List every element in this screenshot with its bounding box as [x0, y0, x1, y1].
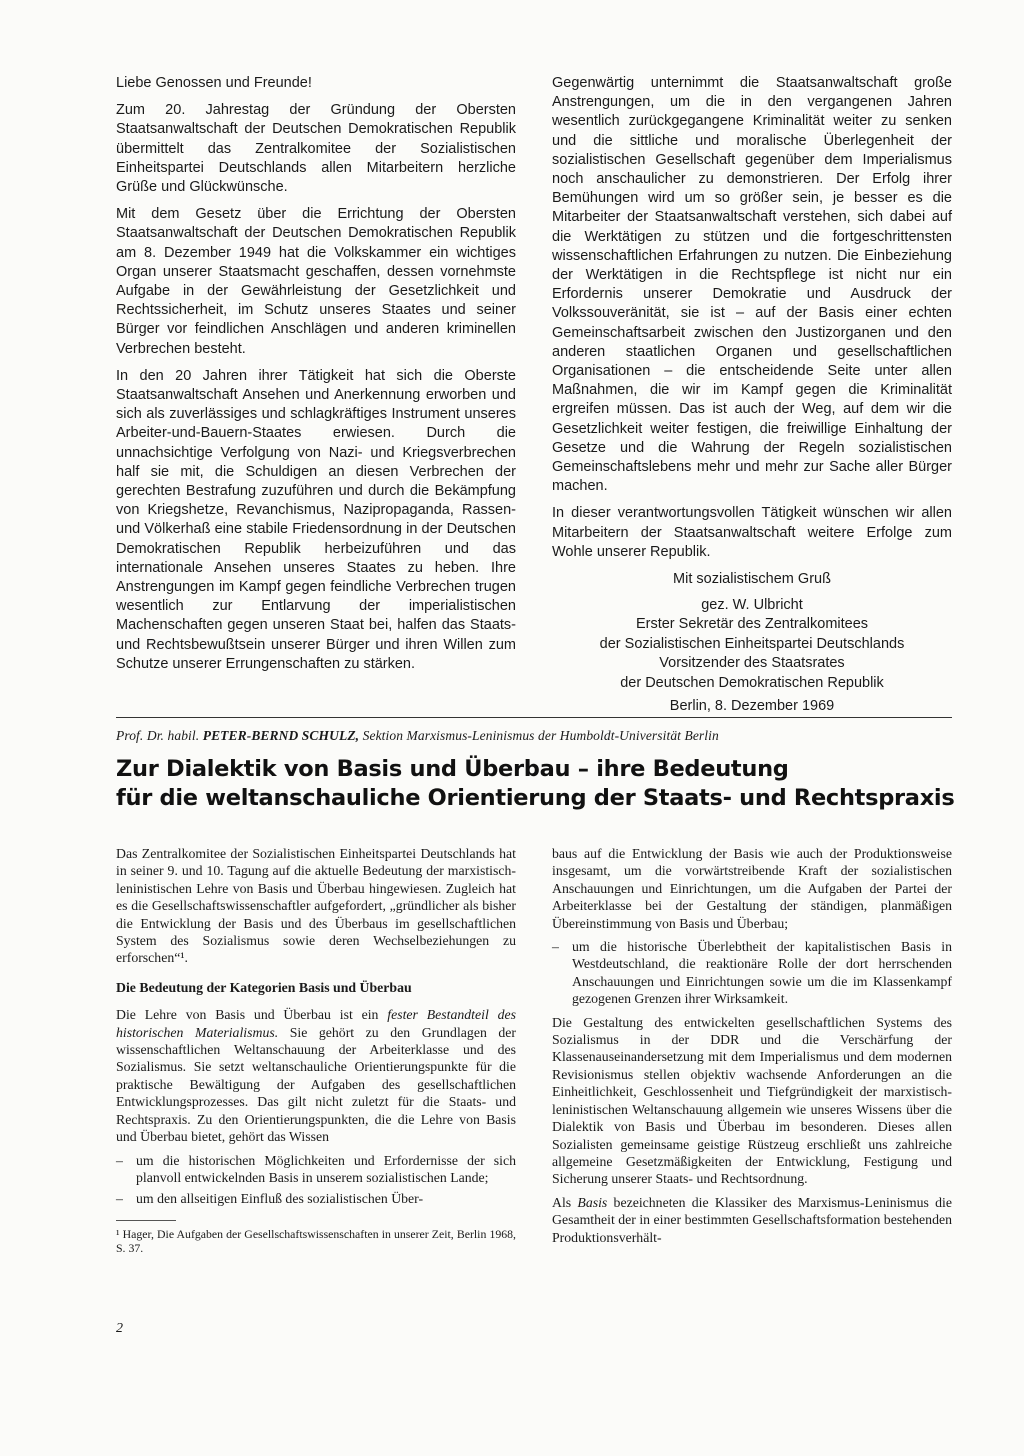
text-run: Die Lehre von Basis und Überbau ist ein	[116, 1007, 388, 1023]
greeting-letter	[116, 74, 952, 717]
text-run: bezeichneten die Klassiker des Marxismus-Leninismus die Gesamtheit der in einer bestimmten Gesellschaftsformation bestehenden Produktionsverhält-	[552, 1194, 952, 1245]
letter-paragraph: In den 20 Jahren ihrer Tätigkeit hat sich die Oberste Staatsanwaltschaft Ansehen und Anerkennung erworben und sich als zuverlässiges und schlagkräftiges Instrument unseres Arbeiter-und-Bauern-Staates erwiesen. Durch die unnachsichtige Verfolgung von Nazi- und Kriegsverbrechen half sie mit, die Schuldigen an diesen Verbrechen der gerechten Bestrafung zuzuführen und durch die Bekämpfung von Kriegshetze, Revanchismus, Nazipropaganda, Rassen- und Völkerhaß eine stabile Friedensordnung in der Deutschen Demokratischen Republik herbeizuführen und das internationale Ansehen unseres Staates zu heben. Ihre Anstrengungen im Kampf gegen feindliche Verbrechen trugen wesentlich zur Entlarvung der imperialistischen Machenschaften gegen unseren Staat bei, halfen das Staats- und Rechtsbewußtsein unserer Bürger und ihren Willen zum Schutze unserer Errungenschaften zu stärken.	[116, 367, 516, 672]
article-title-line: für die weltanschauliche Orientierung der Staats- und Rechtspraxis	[116, 785, 955, 811]
section-divider	[116, 717, 952, 718]
list-item: – um den allseitigen Einfluß des sozialistischen Über-	[116, 1190, 516, 1207]
article-intro: Das Zentralkomitee der Sozialistischen Einheitspartei Deutschlands hat in seiner 9. und 10. Tagung auf die aktuelle Bedeutung der marxistisch-leninistischen Lehre von Basis und Überbau hingewiesen. Zugleich hat es die Gesellschaftswissenschaftler aufgefordert, „gründlicher als bisher die Entwicklung der Basis und des Überbaus im gesellschaftlichen System des Sozialismus sowie deren Wechselbeziehungen zu erforschen“¹.	[116, 846, 516, 966]
text-run: Als	[552, 1194, 578, 1210]
page-number: 2	[116, 1321, 123, 1336]
list-item: – um die historische Überlebtheit der kapitalistischen Basis in Westdeutschland, die reaktionäre Rolle der dort herrschenden Anschauungen und Einrichtungen sowie um die im Klassenkampf gezogenen Grenzen ihrer Wirksamkeit.	[552, 938, 952, 1008]
article-paragraph	[552, 1194, 952, 1246]
signoff-title-line: der Deutschen Demokratischen Republik	[620, 674, 884, 691]
letter-paragraph: In dieser verantwortungsvollen Tätigkeit wünschen wir allen Mitarbeitern der Staatsanwaltschaft weitere Erfolge zum Wohle unserer Republik.	[552, 505, 952, 560]
article-body	[116, 845, 952, 1255]
footnote: ¹ Hager, Die Aufgaben der Gesellschaftswissenschaften in unserer Zeit, Berlin 1968, S. 37.	[116, 1226, 516, 1255]
article-column-right	[552, 845, 952, 1255]
article-subheading: Die Bedeutung der Kategorien Basis und Überbau	[116, 979, 412, 995]
signoff-title-line: Vorsitzender des Staatsrates	[659, 655, 845, 672]
article-title	[116, 755, 956, 813]
letter-salutation: Liebe Genossen und Freunde!	[116, 75, 312, 91]
article-byline	[116, 728, 956, 744]
letter-paragraph: Zum 20. Jahrestag der Gründung der Obersten Staatsanwaltschaft der Deutschen Demokratischen Republik übermittelt das Zentralkomitee der Sozialistischen Einheitspartei Deutschlands allen Mitarbeitern herzliche Grüße und Glückwünsche.	[116, 102, 516, 196]
signoff-title-line: Erster Sekretär des Zentralkomitees	[635, 616, 869, 633]
byline-author: PETER-BERND SCHULZ,	[202, 728, 360, 743]
dash-list	[552, 938, 952, 1008]
letter-paragraph: Mit dem Gesetz über die Errichtung der Obersten Staatsanwaltschaft der Deutschen Demokratischen Republik am 8. Dezember 1949 hat die Volkskammer ein wichtiges Organ unserer Staatsmacht geschaffen, dessen vornehmste Aufgabe in der Gewährleistung der Gesetzlichkeit und Rechtssicherheit, im Schutz unseres Staates und seiner Bürger vor feindlichen Anschlägen und anderen kriminellen Verbrechen besteht.	[116, 206, 516, 357]
byline-prefix: Prof. Dr. habil.	[116, 728, 200, 743]
signoff-signature: gez. W. Ulbricht	[701, 596, 803, 613]
emphasis-text: Basis	[577, 1194, 608, 1210]
letter-paragraph: Gegenwärtig unternimmt die Staatsanwaltschaft große Anstrengungen, um die in den vergangenen Jahren wesentlich zurückgegangene Kriminalität weiter zu senken und die sittliche und moralische Überlegenheit der sozialistischen Gesellschaft gegenüber dem Imperialismus noch anschaulicher zu demonstrieren. Der Erfolg ihrer Bemühungen wird um so größer sein, je besser es die Mitarbeiter der Staatsanwaltschaft verstehen, sich dabei auf die Werktätigen zu stützen und die fortgeschrittensten wissenschaftlichen Erfahrungen zu nutzen. Die Einbeziehung der Werktätigen in die Rechtspflege ist nicht nur ein Erfordernis unserer Demokratie und Ausdruck der Volkssouveränität, sie ist – auf der Basis einer echten Gemeinschaftsarbeit zwischen den Justizorganen und den anderen staatlichen Organen und gesellschaftlichen Organisationen – die entscheidende Seite unter allen Maßnahmen, die wir im Kampf gegen die Kriminalität ergreifen müssen. Das ist auch der Weg, auf dem wir die Gesetzlichkeit weiter festigen, die freiwillige Einhaltung der Gesetze und die Wahrung der Regeln sozialistischen Gemeinschaftslebens mehr und mehr zur Sache aller Bürger machen.	[552, 75, 952, 495]
list-item: – um die historischen Möglichkeiten und Erfordernisse der sich planvoll entwickelnden Basis in unserem sozialistischen Lande;	[116, 1152, 516, 1187]
emphasis-text: fester Bestandteil des historischen Materialismus.	[116, 1007, 517, 1040]
byline-affiliation: Sektion Marxismus-Leninismus der Humboldt-Universität Berlin	[362, 728, 719, 743]
article-paragraph: Die Gestaltung des entwickelten gesellschaftlichen Systems des Sozialismus in der DDR und die Verschärfung der Klassenauseinandersetzung mit dem Imperialismus und dem modernen Revisionismus stellen objektiv wachsende Anforderungen an die Einheitlichkeit, Geschlossenheit und Tiefgründigkeit der marxistisch-leninistischen Weltanschauung allgemein wie unseres Wissens über die Dialektik von Basis und Überbau im besonderen. Dieses allen Sozialisten gemeinsame geistige Rüstzeug erschließt uns zahlreiche allgemeine Gesetzmäßigkeiten der Entwicklung, Festigung und Sicherung unserer Staats- und Rechtsordnung.	[552, 1014, 952, 1187]
article-title-line: Zur Dialektik von Basis und Überbau – ihre Bedeutung	[116, 756, 789, 782]
letter-column-right	[552, 74, 952, 717]
signoff-title-line: der Sozialistischen Einheitspartei Deutschlands	[599, 635, 905, 652]
dash-list	[116, 1152, 516, 1208]
signoff-place-date: Berlin, 8. Dezember 1969	[669, 698, 835, 715]
article-column-left	[116, 845, 516, 1255]
letter-column-left	[116, 74, 516, 717]
article-paragraph: baus auf die Entwicklung der Basis wie auch der Produktionsweise insgesamt, um die vorwärtstreibende Kraft der sozialistischen Anschauungen und Einrichtungen, um die Aufgaben der Partei der Arbeiterklasse bei der Gestaltung der ständigen, planmäßigen Übereinstimmung von Basis und Überbau;	[552, 846, 952, 931]
signoff-greeting: Mit sozialistischem Gruß	[673, 571, 831, 588]
letter-signoff	[552, 570, 952, 717]
footnote-divider	[116, 1220, 176, 1221]
article-paragraph	[116, 1006, 516, 1145]
text-run: Sie gehört zu den Grundlagen der wissenschaftlichen Weltanschauung der Arbeiterklasse und des Sozialismus. Sie setzt weltanschauliche Orientierungspunkte für die praktische Bewältigung der Aufgaben des gesellschaftlichen Entwicklungsprozesses. Das gilt nicht zuletzt für die Staats- und Rechtspraxis. Zu den Orientierungspunkten, die die Lehre von Basis und Überbau bietet, gehört das Wissen	[116, 1024, 516, 1145]
